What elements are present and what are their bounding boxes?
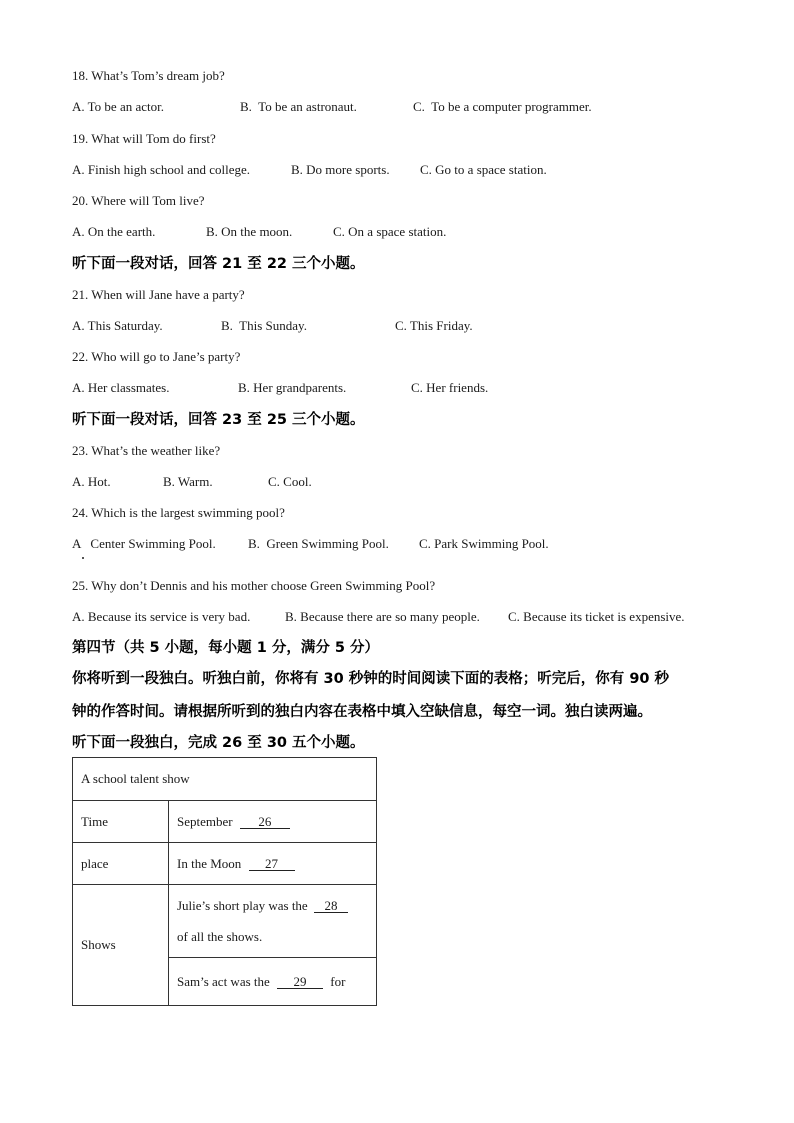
listening-heading-23-25: 听下面一段对话，回答 23 至 25 三个小题。	[72, 412, 365, 428]
question-18-stem: 18. What’s Tom’s dream job?	[72, 68, 225, 83]
question-23-option-c: C. Cool.	[268, 474, 312, 489]
place-value-prefix: In the Moon	[177, 855, 242, 871]
question-20-option-c: C. On a space station.	[333, 224, 447, 239]
section-4-instruction-line-2: 钟的作答时间。请根据所听到的独白内容在表格中填入空缺信息，每空一词。独白读两遍。	[72, 704, 652, 720]
table-title-cell	[73, 758, 377, 801]
show-1-prefix: Julie’s short play was the	[177, 898, 308, 913]
question-18-option-a: A. To be an actor.	[72, 99, 164, 114]
question-20-stem: 20. Where will Tom live?	[72, 193, 205, 208]
place-label: place	[81, 855, 109, 871]
question-24-option-a: A Center Swimming Pool.	[72, 536, 216, 551]
listening-heading-26-30: 听下面一段独白，完成 26 至 30 五个小题。	[72, 735, 365, 751]
question-22-option-a: A. Her classmates.	[72, 380, 170, 395]
question-18-option-b: B. To be an astronaut.	[240, 99, 357, 114]
time-label: Time	[81, 813, 108, 829]
question-19-option-b: B. Do more sports.	[291, 162, 390, 177]
question-25-option-a: A. Because its service is very bad.	[72, 609, 251, 624]
show-2-prefix: Sam’s act was the	[177, 973, 270, 989]
answer-blank-28[interactable]: 28	[314, 899, 348, 913]
answer-blank-27[interactable]: 27	[249, 857, 295, 871]
time-value-prefix: September	[177, 813, 233, 829]
question-22-option-b: B. Her grandparents.	[238, 380, 347, 395]
shows-label: Shows	[81, 937, 116, 952]
question-24-option-b: B. Green Swimming Pool.	[248, 536, 389, 551]
question-23-option-a: A. Hot.	[72, 474, 111, 489]
answer-blank-26[interactable]: 26	[240, 815, 290, 829]
show-2-suffix: for	[330, 973, 346, 989]
question-21-option-b: B. This Sunday.	[221, 318, 307, 333]
question-19-option-c: C. Go to a space station.	[420, 162, 547, 177]
time-value-cell	[169, 801, 377, 843]
listening-heading-21-22: 听下面一段对话，回答 21 至 22 三个小题。	[72, 256, 365, 272]
question-25-option-b: B. Because there are so many people.	[285, 609, 480, 624]
question-19-option-a: A. Finish high school and college.	[72, 162, 251, 177]
shows-label-cell	[73, 885, 169, 1006]
show-2-cell	[169, 958, 377, 1006]
place-value-cell	[169, 843, 377, 885]
show-1-cell	[169, 885, 377, 958]
question-23-stem: 23. What’s the weather like?	[72, 443, 221, 458]
question-25-stem: 25. Why don’t Dennis and his mother choose Green Swimming Pool?	[72, 578, 436, 593]
place-label-cell	[73, 843, 169, 885]
stray-dot	[82, 557, 84, 559]
question-24-option-c: C. Park Swimming Pool.	[419, 536, 549, 551]
section-4-instruction-line-1: 你将听到一段独白。听独白前，你将有 30 秒钟的时间阅读下面的表格；听完后，你有 90 秒	[72, 671, 670, 687]
answer-blank-29[interactable]: 29	[277, 975, 323, 989]
question-21-option-c: C. This Friday.	[395, 318, 473, 333]
question-22-stem: 22. Who will go to Jane’s party?	[72, 349, 241, 364]
question-23-option-b: B. Warm.	[163, 474, 213, 489]
question-19-stem: 19. What will Tom do first?	[72, 131, 216, 146]
question-25-option-c: C. Because its ticket is expensive.	[508, 609, 685, 624]
show-1-suffix: of all the shows.	[177, 929, 263, 944]
section-4-title: 第四节（共 5 小题，每小题 1 分，满分 5 分）	[72, 640, 380, 656]
question-21-stem: 21. When will Jane have a party?	[72, 287, 245, 302]
question-20-option-b: B. On the moon.	[206, 224, 293, 239]
table-title: A school talent show	[81, 771, 190, 786]
question-18-option-c: C. To be a computer programmer.	[413, 99, 592, 114]
time-label-cell	[73, 801, 169, 843]
question-21-option-a: A. This Saturday.	[72, 318, 163, 333]
question-24-stem: 24. Which is the largest swimming pool?	[72, 505, 285, 520]
question-20-option-a: A. On the earth.	[72, 224, 156, 239]
question-22-option-c: C. Her friends.	[411, 380, 489, 395]
talent-show-table	[72, 757, 377, 1006]
